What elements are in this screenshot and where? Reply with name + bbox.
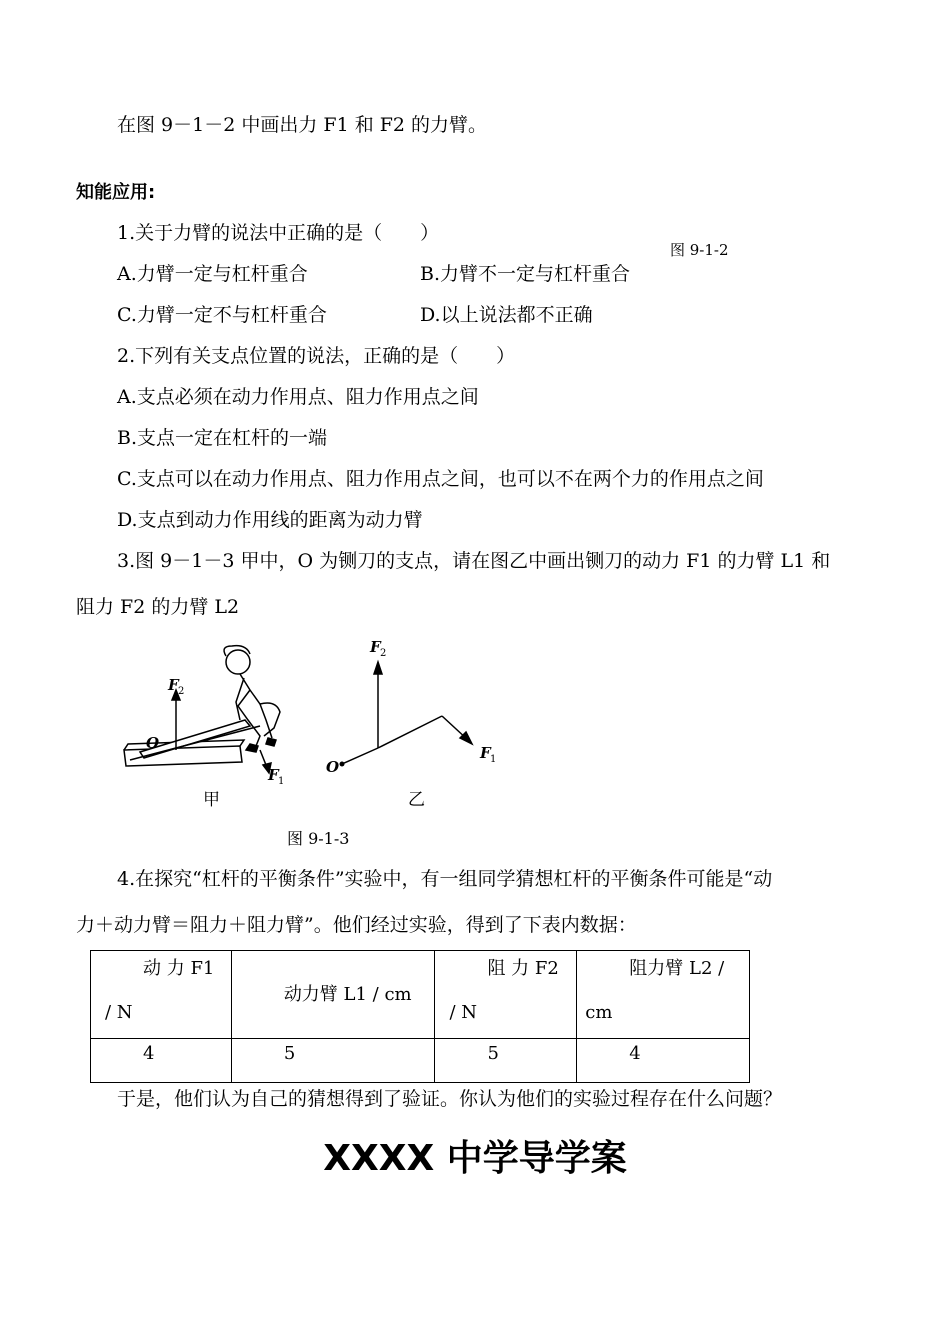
table-header-cell (231, 951, 435, 1039)
jia-f1-subscript: 1 (278, 776, 285, 787)
jia-f2-subscript: 2 (178, 686, 185, 697)
table-cell (231, 1039, 435, 1083)
header-l2-line1: 阻力臂 L2 / (629, 958, 725, 979)
header-f2-line1: 阻 力 F2 (487, 958, 559, 979)
q4-line1: 4.在探究“杠杆的平衡条件”实验中，有一组同学猜想杠杆的平衡条件可能是“动 (117, 868, 773, 890)
page-title: XXXX 中学导学案 (323, 1138, 627, 1179)
yi-f1-subscript: 1 (490, 754, 497, 765)
intro-text: 在图 9－1－2 中画出力 F1 和 F2 的力臂。 (117, 114, 488, 136)
q1-stem: 1.关于力臂的说法中正确的是（ ） (117, 222, 440, 244)
table-cell (435, 1039, 577, 1083)
yi-f2-subscript: 2 (380, 648, 387, 659)
q2-option-c: C.支点可以在动力作用点、阻力作用点之间，也可以不在两个力的作用点之间 (117, 468, 764, 490)
q3-line2: 阻力 F2 的力臂 L2 (76, 596, 240, 618)
table-header-row (91, 951, 750, 1039)
yi-o-label: O (326, 758, 340, 776)
q1-option-a: A.力臂一定与杠杆重合 (117, 263, 308, 285)
header-f2-line2: / N (449, 1002, 477, 1023)
fig-912-caption: 图 9-1-2 (670, 241, 729, 259)
q1-option-d: D.以上说法都不正确 (420, 304, 593, 326)
header-f1-line1: 动 力 F1 (143, 958, 215, 979)
section-heading: 知能应用: (76, 182, 156, 203)
q2-option-a: A.支点必须在动力作用点、阻力作用点之间 (117, 386, 479, 408)
cell-f2: 5 (487, 1043, 499, 1064)
q2-stem: 2.下列有关支点位置的说法，正确的是（ ） (117, 345, 516, 367)
figure-label-yi: 乙 (408, 790, 425, 810)
header-f1-line2: / N (105, 1002, 133, 1023)
fulcrum-point (340, 762, 345, 767)
figure-label-jia: 甲 (203, 790, 220, 810)
cell-f1: 4 (143, 1043, 155, 1064)
q2-option-b: B.支点一定在杠杆的一端 (117, 427, 328, 449)
yi-f1-label: F (480, 744, 491, 762)
data-table (90, 950, 750, 1083)
table-cell (91, 1039, 232, 1083)
figure-yi-diagram (320, 630, 510, 780)
table-header-cell (91, 951, 232, 1039)
q2-option-d: D.支点到动力作用线的距离为动力臂 (117, 509, 423, 531)
cell-l1: 5 (283, 1043, 296, 1064)
table-cell (577, 1039, 750, 1083)
q1-option-b: B.力臂不一定与杠杆重合 (420, 263, 631, 285)
jia-f2-label: F (168, 676, 179, 694)
jia-o-label: O (146, 734, 160, 752)
table-header-cell (435, 951, 577, 1039)
header-l2-line2: cm (585, 1002, 613, 1023)
q4-after-text: 于是，他们认为自己的猜想得到了验证。你认为他们的实验过程存在什么问题？ (117, 1088, 783, 1110)
table-row (91, 1039, 750, 1083)
q4-line2: 力＋动力臂＝阻力＋阻力臂”。他们经过实验，得到了下表内数据： (76, 914, 637, 936)
header-l1: 动力臂 L1 / cm (283, 983, 412, 1005)
cell-l2: 4 (629, 1043, 641, 1064)
figure-913-caption: 图 9-1-3 (287, 829, 350, 848)
table-header-cell (577, 951, 750, 1039)
jia-f1-label: F (268, 766, 279, 784)
q1-option-c: C.力臂一定不与杠杆重合 (117, 304, 327, 326)
q3-line1: 3.图 9－1－3 甲中，O 为铡刀的支点，请在图乙中画出铡刀的动力 F1 的力臂 L1 和 (117, 550, 831, 572)
yi-f2-label: F (370, 638, 381, 656)
